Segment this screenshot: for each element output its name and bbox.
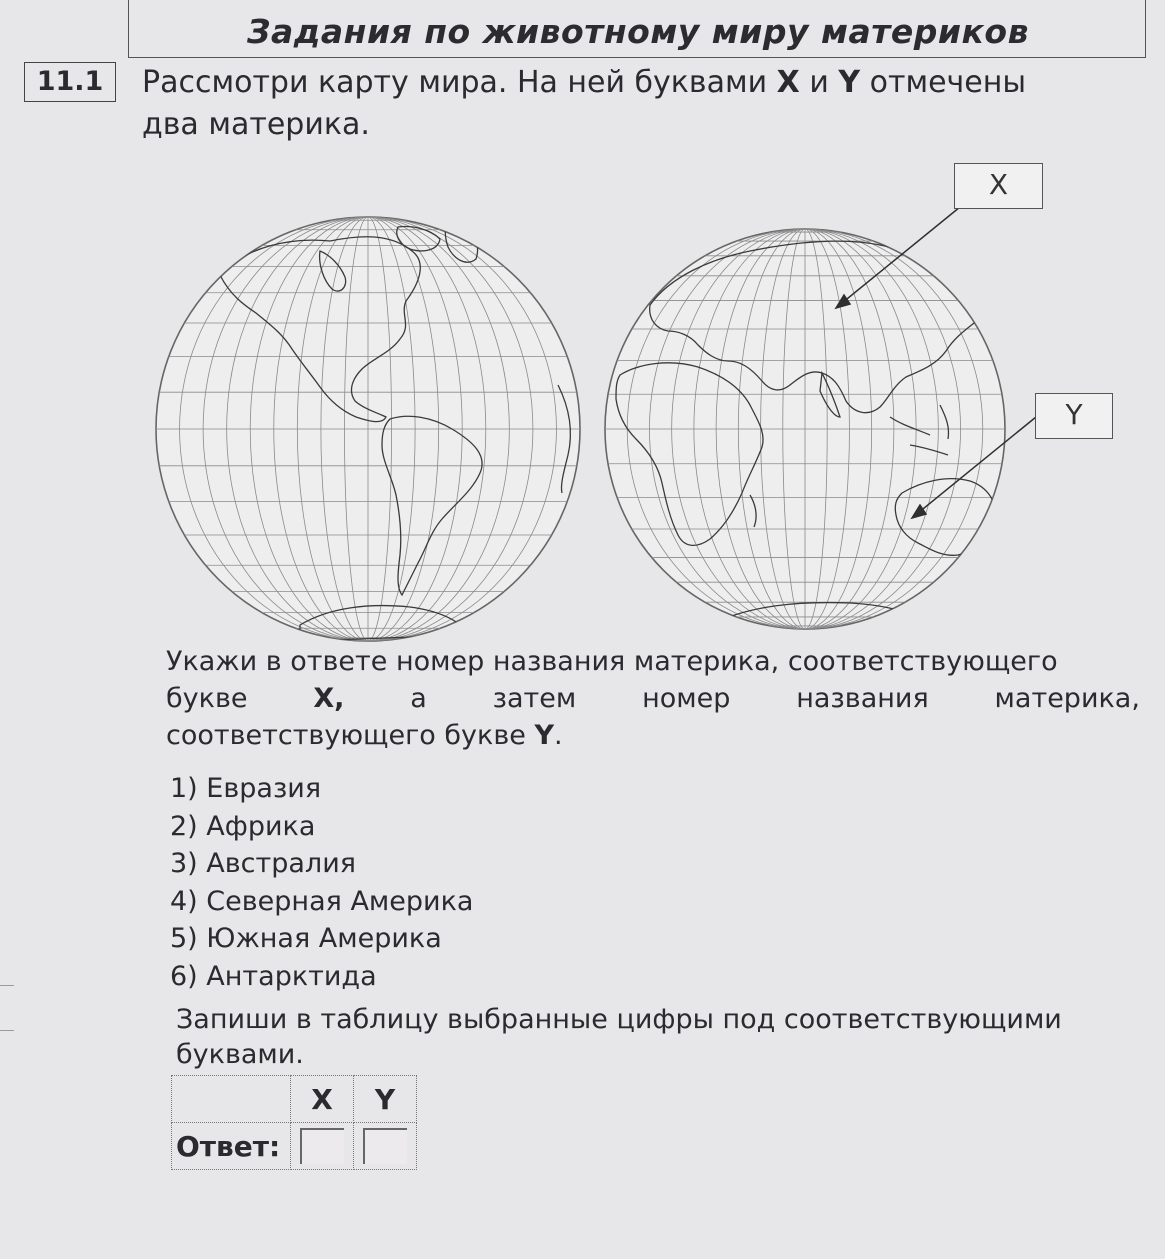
question-text — [166, 643, 1140, 754]
option-item: 2) Африка — [170, 810, 316, 842]
option-item: 6) Антарктида — [170, 960, 377, 992]
intro-letter-x: X — [776, 65, 800, 100]
margin-rule — [0, 1030, 14, 1031]
question-line3 — [166, 717, 1140, 754]
task-number: 11.1 — [24, 62, 116, 102]
question-word: букве — [166, 683, 248, 714]
question-letter-x: X, — [313, 683, 345, 714]
answer-row — [172, 1123, 417, 1170]
answer-row-label: Ответ: — [172, 1123, 291, 1170]
answer-cell-y[interactable] — [354, 1123, 417, 1170]
western-hemisphere — [156, 217, 580, 641]
intro-text-end: отмечены — [860, 65, 1027, 100]
intro-line2: два материка. — [142, 107, 370, 142]
question-text-part: соответствующего букве — [166, 720, 535, 751]
question-line1: Укажи в ответе номер названия материка, соответствующего — [166, 646, 1058, 677]
column-y-header: Y — [354, 1076, 417, 1123]
question-word: а — [410, 683, 427, 714]
intro-text: Рассмотри карту мира. На ней буквами — [142, 65, 777, 100]
intro-and: и — [799, 65, 839, 100]
task-intro — [142, 62, 1142, 146]
empty-cell — [172, 1076, 291, 1123]
answer-table-header-row — [172, 1076, 417, 1123]
instruction-text: Запиши в таблицу выбранные цифры под соответствующими буквами. — [176, 1004, 1062, 1070]
map-label-y: Y — [1035, 393, 1113, 439]
margin-rule — [0, 985, 14, 986]
map-label-x: X — [954, 163, 1043, 209]
question-letter-y: Y — [534, 720, 554, 751]
eastern-hemisphere — [605, 229, 1005, 637]
answer-input-y[interactable] — [363, 1128, 407, 1164]
question-word: материка, — [994, 683, 1140, 714]
question-word: номер — [642, 683, 731, 714]
world-map-hemispheres — [150, 155, 1130, 645]
question-word: названия — [796, 683, 929, 714]
option-item: 4) Северная Америка — [170, 885, 474, 917]
answer-input-x[interactable] — [300, 1128, 344, 1164]
column-x-header: X — [291, 1076, 354, 1123]
option-item: 1) Евразия — [170, 773, 322, 804]
answer-cell-x[interactable] — [291, 1123, 354, 1170]
question-line2 — [166, 680, 1140, 717]
section-title: Задания по животному миру материков — [247, 12, 1029, 51]
answer-options — [170, 770, 473, 995]
section-header — [128, 0, 1146, 58]
option-item: 3) Австралия — [170, 848, 356, 879]
intro-letter-y: Y — [838, 65, 861, 100]
question-period: . — [554, 720, 563, 751]
hemispheres-svg — [150, 155, 1130, 645]
answer-table — [171, 1075, 417, 1170]
question-word: затем — [492, 683, 577, 714]
option-item: 5) Южная Америка — [170, 923, 442, 954]
